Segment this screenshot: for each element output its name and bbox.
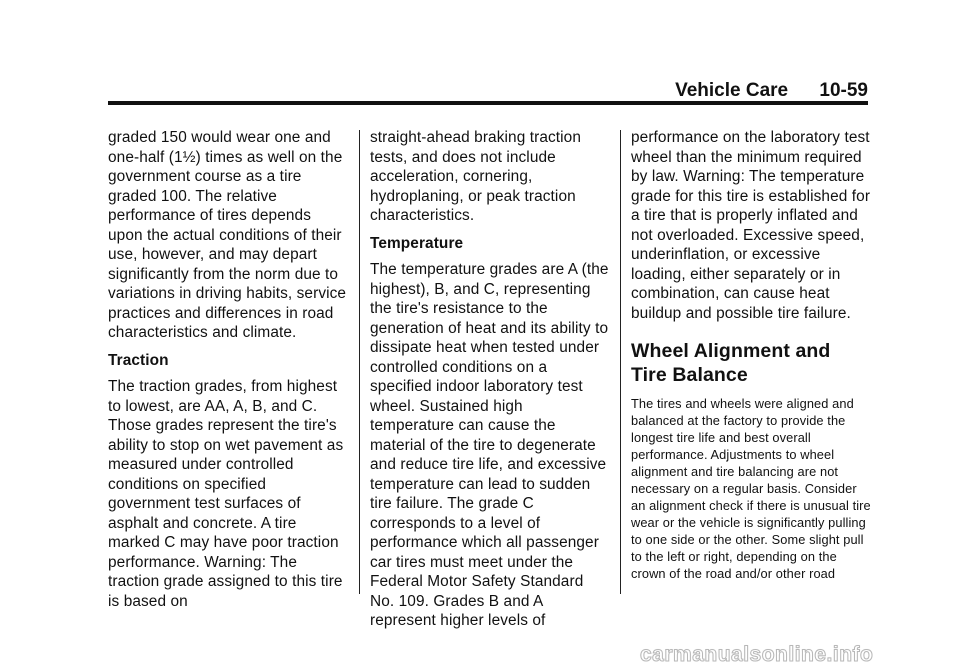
section-heading-wheel-alignment: Wheel Alignment and Tire Balance [631, 340, 831, 386]
paragraph-treadwear-continued: graded 150 would wear one and one-half (1½) times as well on the government course as a tire graded 100. The relative performance of tires depends upon the actual conditions of their use, however, and may depart significantly from the norm due to variations in driving habits, service practices and differences in road characteristics and climate. [108, 129, 347, 341]
page-header [108, 80, 868, 102]
column-divider [620, 130, 621, 594]
watermark: carmanualsonline.info [640, 643, 874, 666]
column-1 [108, 128, 348, 619]
paragraph-temperature: The temperature grades are A (the highest), B, and C, representing the tire's resistance to the generation of heat and its ability to dissipate heat when tested under controlled conditions on a specified indoor laboratory test wheel. Sustained high temperature can cause the material of the tire to degenerate and reduce tire life, and excessive temperature can lead to sudden tire failure. The grade C corresponds to a level of performance which all passenger car tires must meet under the Federal Motor Safety Standard No. 109. Grades B and A represent higher levels of [370, 261, 609, 629]
temperature-heading: Temperature [370, 234, 464, 252]
paragraph-traction-continued: straight-ahead braking traction tests, and does not include acceleration, cornering, hydroplaning, or peak traction characteristics. [370, 129, 581, 224]
header-rule [108, 101, 868, 105]
page-number: 10-59 [819, 80, 868, 101]
paragraph-temperature-continued: performance on the laboratory test wheel than the minimum required by law. Warning: The temperature grade for this tire is established for a tire that is properly inflated and not overloaded. Excessive speed, underinflation, or excessive loading, either separately or in combination, can cause heat buildup and possible tire failure. [631, 129, 871, 322]
column-3 [631, 128, 871, 590]
paragraph-traction: The traction grades, from highest to lowest, are AA, A, B, and C. Those grades represent the tire's ability to stop on wet pavement as measured under controlled conditions on specified government test surfaces of asphalt and concrete. A tire marked C may have poor traction performance. Warning: The traction grade assigned to this tire is based on [108, 378, 344, 610]
section-title: Vehicle Care [675, 80, 789, 101]
column-divider [359, 130, 360, 594]
column-2 [370, 128, 610, 639]
traction-heading: Traction [108, 351, 169, 369]
paragraph-wheel-alignment: The tires and wheels were aligned and balanced at the factory to provide the longest tire life and best overall performance. Adjustments to wheel alignment and tire balancing are not necessary on a regular basis. Consider an alignment check if there is unusual tire wear or the vehicle is significantly pulling to one side or the other. Some slight pull to the left or right, depending on the crown of the road and/or other road [631, 396, 871, 581]
